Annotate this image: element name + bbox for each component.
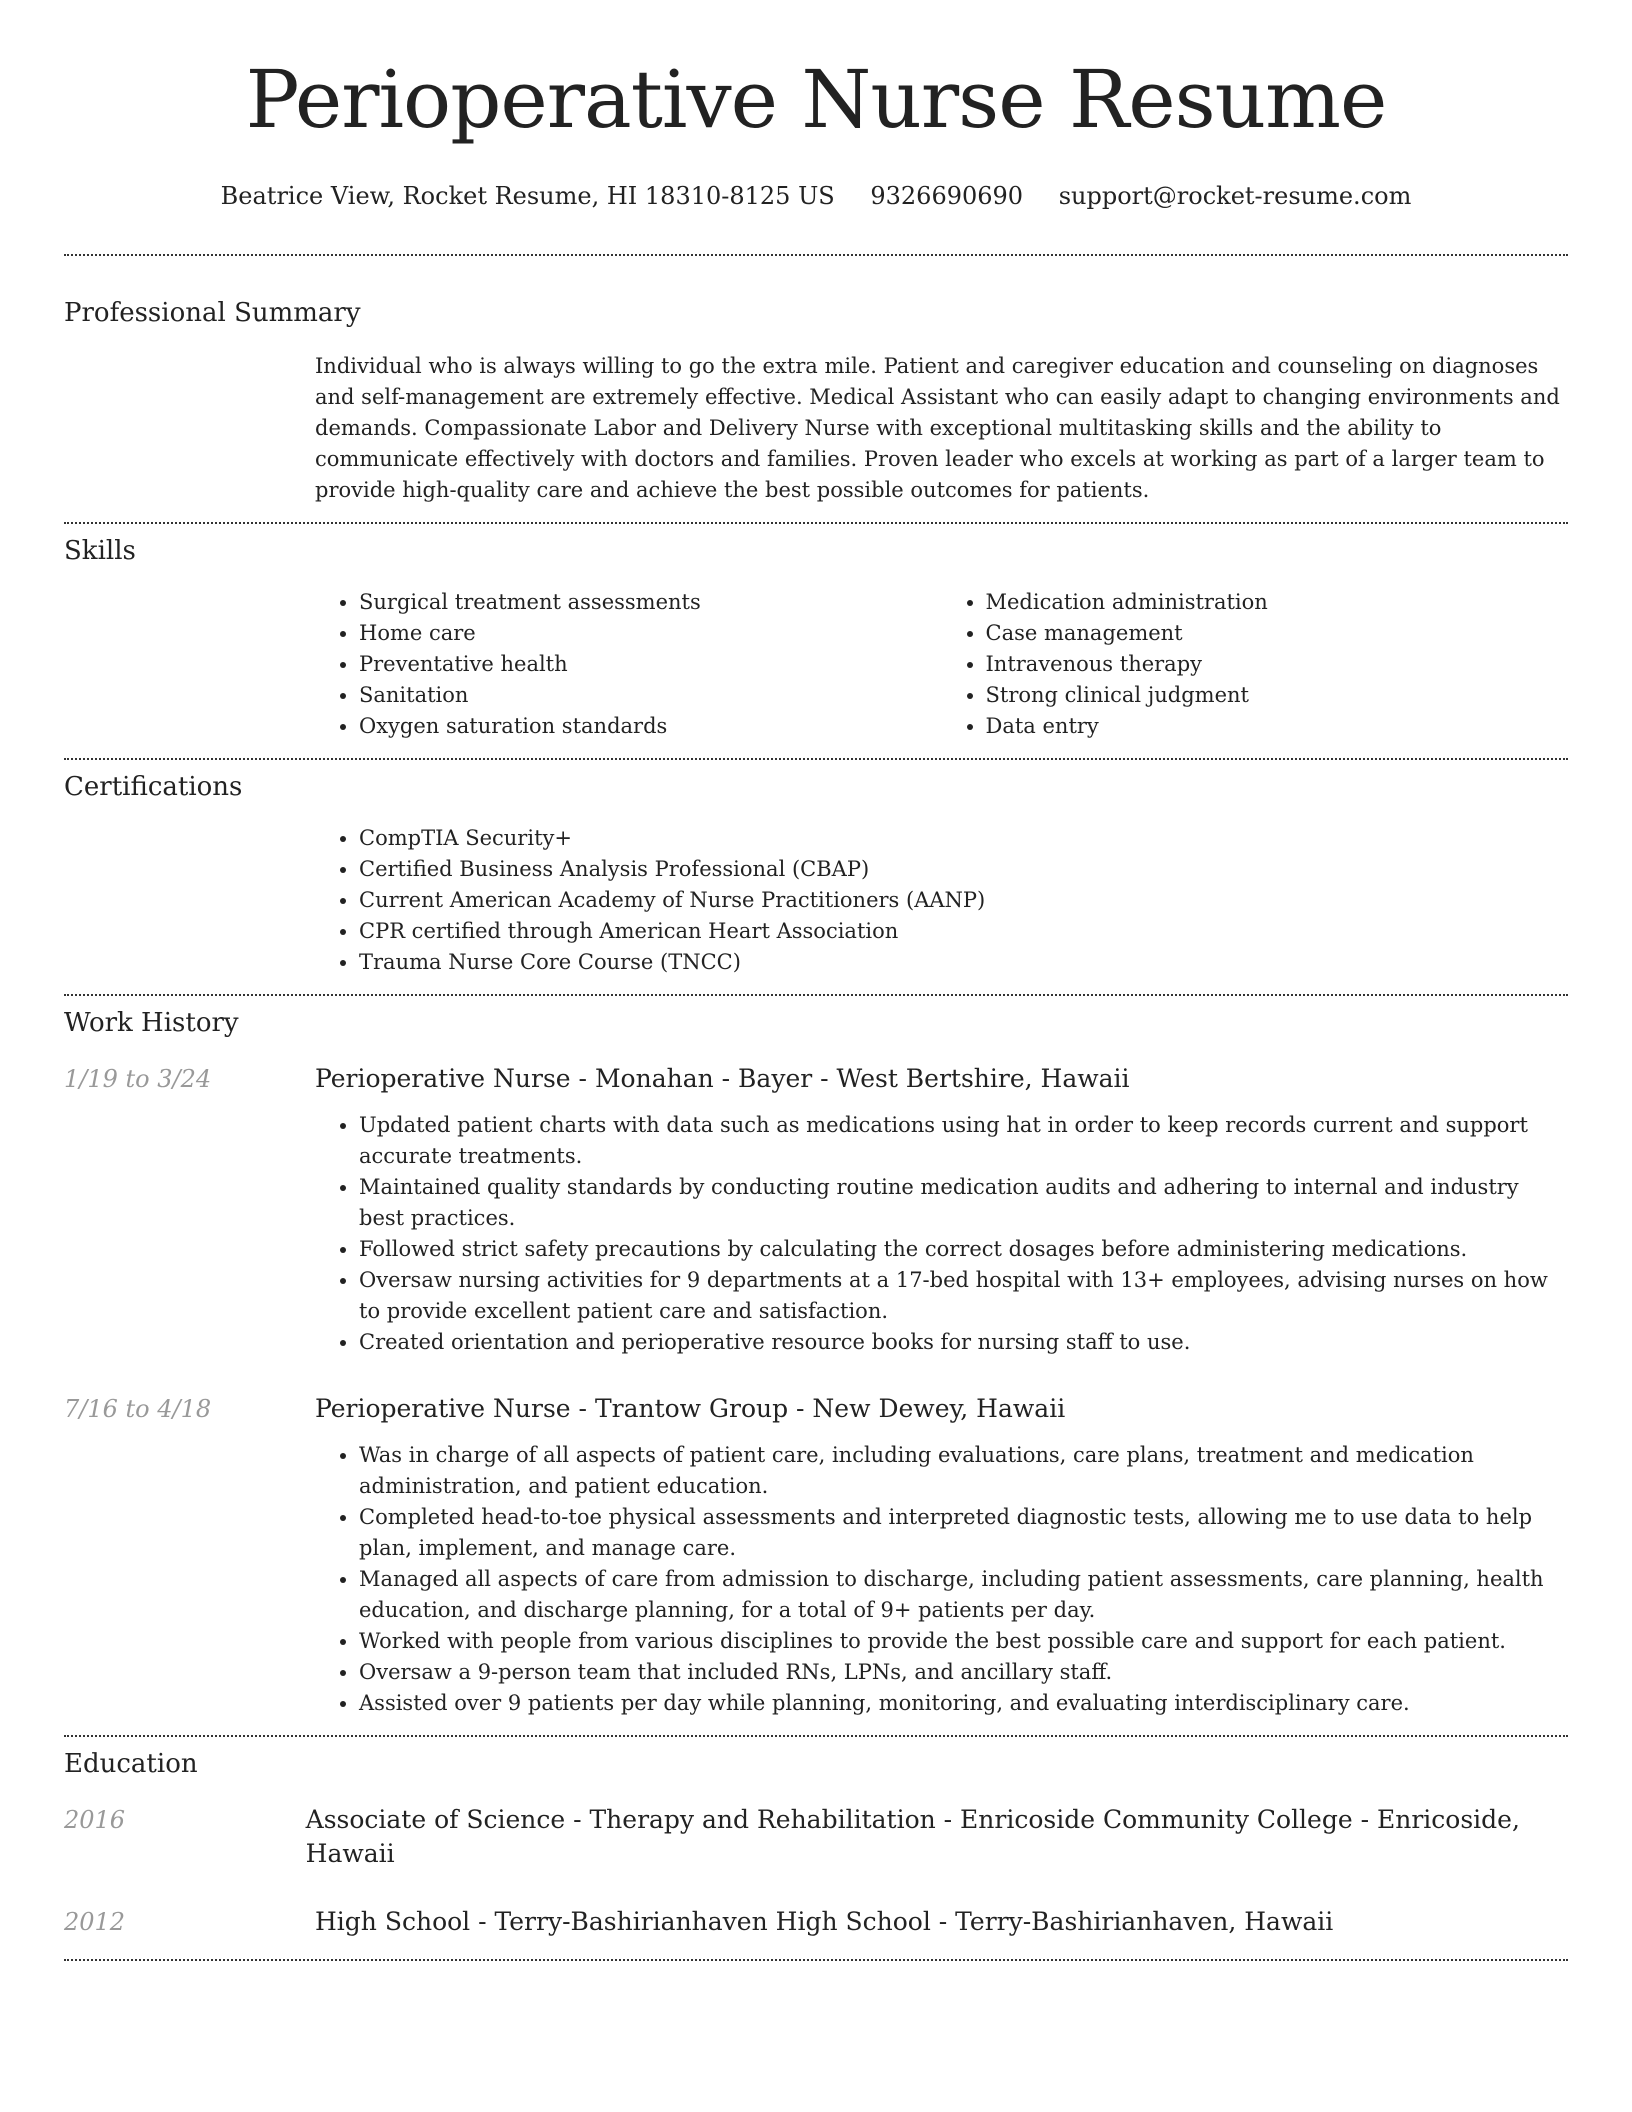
list-item: • Sanitation: [359, 680, 942, 711]
list-item: • Oxygen saturation standards: [359, 711, 942, 742]
skills-list-left: [315, 587, 942, 742]
section-heading: Education: [64, 1749, 198, 1779]
list-item: • Strong clinical judgment: [986, 680, 1569, 711]
summary-text: Individual who is always willing to go the extra mile. Patient and caregiver education and counseling on diagnoses and self-management are extremely effective. Medical Assistant who can easily adapt to changing environments and demands. Compassionate Labor and Delivery Nurse with exceptional multitasking skills and the ability to communicate effectively with doctors and families. Proven leader who excels at working as part of a larger team to provide high-quality care and achieve the best possible outcomes for patients.: [315, 354, 1560, 502]
job-bullets: [315, 1440, 1568, 1719]
list-item: • Trauma Nurse Core Course (TNCC): [359, 947, 1568, 978]
work-history-section: [64, 996, 1568, 1719]
job-date: 1/19 to 3/24: [64, 1065, 212, 1093]
list-item: • Assisted over 9 patients per day while planning, monitoring, and evaluating interdisciplinary care.: [359, 1688, 1568, 1719]
job-date: 7/16 to 4/18: [64, 1395, 212, 1423]
section-heading: Work History: [64, 1008, 239, 1038]
list-item: • Oversaw a 9-person team that included RNs, LPNs, and ancillary staff.: [359, 1657, 1568, 1688]
education-section: [64, 1737, 1568, 1939]
list-item: • Worked with people from various disciplines to provide the best possible care and support for each patient.: [359, 1626, 1568, 1657]
skills-section: [64, 524, 1568, 742]
section-heading: Certifications: [64, 772, 243, 802]
list-item: • Preventative health: [359, 649, 942, 680]
job-entry: [64, 1062, 1568, 1096]
education-date: 2012: [64, 1908, 126, 1936]
education-date: 2016: [64, 1806, 126, 1834]
job-title: Perioperative Nurse - Trantow Group - New Dewey, Hawaii: [315, 1394, 1066, 1423]
list-item: • Current American Academy of Nurse Practitioners (AANP): [359, 885, 1568, 916]
list-item: • Oversaw nursing activities for 9 departments at a 17-bed hospital with 13+ employees, advising nurses on how to provide excellent patient care and satisfaction.: [359, 1265, 1568, 1327]
list-item: • Home care: [359, 618, 942, 649]
list-item: • Data entry: [986, 711, 1569, 742]
education-title: Associate of Science - Therapy and Rehabilitation - Enricoside Community College - Enricoside, Hawaii: [305, 1805, 1520, 1868]
list-item: • CompTIA Security+: [359, 823, 1568, 854]
certifications-section: [64, 760, 1568, 978]
list-item: • Maintained quality standards by conducting routine medication audits and adhering to internal and industry best practices.: [359, 1172, 1568, 1234]
resume-title: Perioperative Nurse Resume: [245, 53, 1387, 146]
list-item: • Followed strict safety precautions by calculating the correct dosages before administering medications.: [359, 1234, 1568, 1265]
list-item: • Certified Business Analysis Professional (CBAP): [359, 854, 1568, 885]
section-heading: Professional Summary: [64, 298, 361, 328]
skills-list-right: [942, 587, 1569, 742]
list-item: • Surgical treatment assessments: [359, 587, 942, 618]
job-entry: [64, 1392, 1568, 1426]
section-heading: Skills: [64, 536, 136, 566]
job-bullets: [315, 1110, 1568, 1358]
list-item: • Managed all aspects of care from admission to discharge, including patient assessments, care planning, health education, and discharge planning, for a total of 9+ patients per day.: [359, 1564, 1568, 1626]
job-title: Perioperative Nurse - Monahan - Bayer - West Bertshire, Hawaii: [315, 1064, 1130, 1093]
education-entry: [64, 1803, 1568, 1871]
list-item: • Was in charge of all aspects of patient care, including evaluations, care plans, treatment and medication administration, and patient education.: [359, 1440, 1568, 1502]
education-title: High School - Terry-Bashirianhaven High School - Terry-Bashirianhaven, Hawaii: [315, 1907, 1334, 1936]
summary-section: [64, 256, 1568, 506]
contact-address: Beatrice View, Rocket Resume, HI 18310-8125 US: [220, 182, 835, 210]
list-item: • Medication administration: [986, 587, 1569, 618]
list-item: • Completed head-to-toe physical assessments and interpreted diagnostic tests, allowing me to use data to help plan, implement, and manage care.: [359, 1502, 1568, 1564]
section-divider: [64, 1959, 1568, 1961]
certifications-list: [315, 823, 1568, 978]
contact-phone: 9326690690: [870, 182, 1024, 210]
list-item: • Updated patient charts with data such as medications using hat in order to keep records current and support accurate treatments.: [359, 1110, 1568, 1172]
contact-line: [0, 180, 1632, 212]
list-item: • CPR certified through American Heart Association: [359, 916, 1568, 947]
education-entry: [64, 1905, 1568, 1939]
contact-email: support@rocket-resume.com: [1058, 182, 1412, 210]
list-item: • Intravenous therapy: [986, 649, 1569, 680]
list-item: • Created orientation and perioperative resource books for nursing staff to use.: [359, 1327, 1568, 1358]
list-item: • Case management: [986, 618, 1569, 649]
